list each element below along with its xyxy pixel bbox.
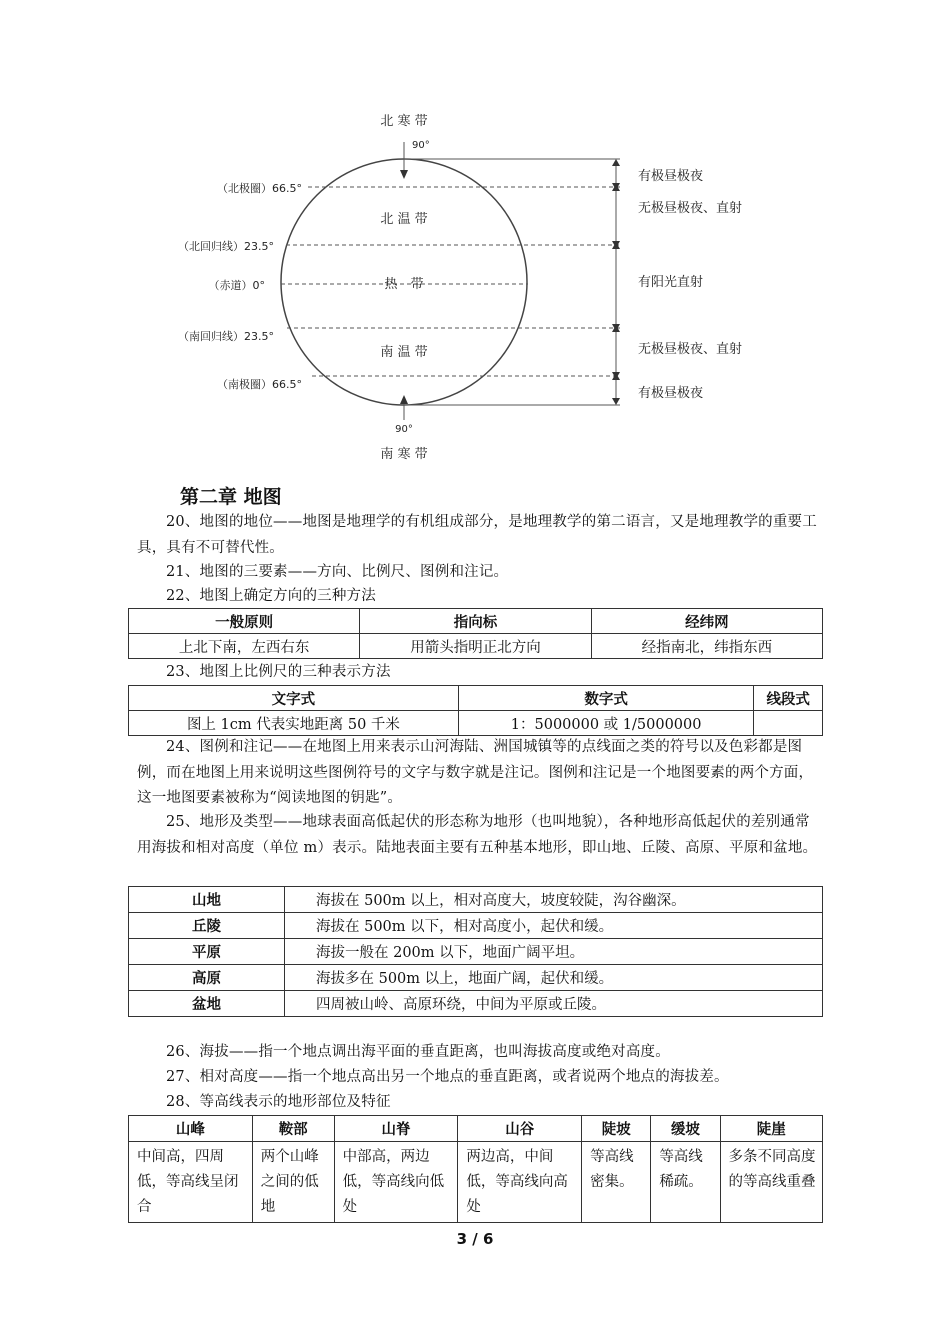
table-row — [129, 711, 823, 736]
table-header-row — [129, 609, 823, 634]
table-row — [129, 887, 823, 913]
landform-desc: 海拔在 500m 以下，相对高度小，起伏和缓。 — [285, 913, 823, 939]
south-frigid-label: 南 寒 带 — [380, 447, 428, 462]
table-cell: 中部高，两边低，等高线向低处 — [334, 1142, 458, 1223]
table-cell: 两个山峰之间的低地 — [252, 1142, 334, 1223]
landform-name: 平原 — [129, 939, 285, 965]
table-cell: 等高线稀疏。 — [651, 1142, 720, 1223]
table-cell: 1：5000000 或 1/5000000 — [458, 711, 754, 736]
table-header-cell: 缓坡 — [651, 1116, 720, 1142]
table-header-cell: 山谷 — [458, 1116, 582, 1142]
right-label-5: 有极昼极夜 — [638, 386, 704, 401]
paragraph-21: 21、地图的三要素——方向、比例尺、图例和注记。 — [166, 564, 509, 580]
page-number: 3 / 6 — [456, 1230, 494, 1248]
paragraph-23: 23、地图上比例尺的三种表示方法 — [166, 664, 391, 680]
table-cell: 中间高，四周低，等高线呈闭合 — [129, 1142, 253, 1223]
landform-desc: 海拔在 500m 以上，相对高度大，坡度较陡，沟谷幽深。 — [285, 887, 823, 913]
table-header-row — [129, 686, 823, 711]
table-row — [129, 1142, 823, 1223]
table-header-cell: 鞍部 — [252, 1116, 334, 1142]
table-cell: 经指南北，纬指东西 — [591, 634, 822, 659]
table-cell: 两边高，中间低，等高线向高处 — [458, 1142, 582, 1223]
torrid-zone-label: 热 带 — [384, 277, 424, 292]
north-frigid-label: 北 寒 带 — [380, 114, 428, 129]
paragraph-20: 20、地图的地位——地图是地理学的有机组成部分，是地理教学的第二语言，又是地理教学的重要工具，具有不可替代性。 — [137, 514, 817, 556]
landform-name: 丘陵 — [129, 913, 285, 939]
table-cell: 多条不同高度的等高线重叠 — [720, 1142, 822, 1223]
south-arrowhead — [400, 395, 408, 404]
tropic-capricorn-label: （南回归线）23.5° — [178, 330, 274, 343]
table-header-cell: 指向标 — [360, 609, 591, 634]
paragraph-25: 25、地形及类型——地球表面高低起伏的形态称为地形（也叫地貌），各种地形高低起伏的差别通常用海拔和相对高度（单位 m）表示。陆地表面主要有五种基本地形，即山地、丘陵、高原、平原和盆地。 — [137, 814, 818, 856]
equator-label: （赤道）0° — [208, 279, 265, 292]
right-label-4: 无极昼极夜、直射 — [638, 342, 743, 357]
table-header-cell: 陡崖 — [720, 1116, 822, 1142]
north-degree-label: 90° — [412, 140, 430, 151]
right-label-1: 有极昼极夜 — [638, 169, 704, 184]
table-row — [129, 634, 823, 659]
right-label-2: 无极昼极夜、直射 — [638, 201, 743, 216]
landform-name: 山地 — [129, 887, 285, 913]
antarctic-circle-label: （南极圈）66.5° — [217, 378, 302, 391]
chapter-title: 第二章 地图 — [180, 486, 282, 508]
direction-table — [128, 608, 823, 659]
contour-table — [128, 1115, 823, 1223]
table-row — [129, 913, 823, 939]
table-row — [129, 965, 823, 991]
paragraph-26: 26、海拔——指一个地点调出海平面的垂直距离，也叫海拔高度或绝对高度。 — [166, 1044, 670, 1060]
table-header-cell: 陡坡 — [582, 1116, 651, 1142]
climate-zones-diagram — [150, 100, 800, 470]
table-header-cell: 山脊 — [334, 1116, 458, 1142]
south-degree-label: 90° — [395, 424, 413, 435]
table-header-row — [129, 1116, 823, 1142]
table-header-cell: 一般原则 — [129, 609, 360, 634]
table-cell: 上北下南，左西右东 — [129, 634, 360, 659]
north-arrowhead — [400, 170, 408, 179]
landform-name: 盆地 — [129, 991, 285, 1017]
table-header-cell: 山峰 — [129, 1116, 253, 1142]
table-header-cell: 文字式 — [129, 686, 459, 711]
paragraph-28: 28、等高线表示的地形部位及特征 — [166, 1094, 391, 1110]
landform-table — [128, 886, 823, 1017]
table-header-cell: 线段式 — [754, 686, 823, 711]
paragraph-24: 24、图例和注记——在地图上用来表示山河海陆、洲国城镇等的点线面之类的符号以及色彩都是图例，而在地图上用来说明这些图例符号的文字与数字就是注记。图例和注记是一个地图要素的两个方面，这一地图要素被称为“阅读地图的钥匙”。 — [137, 739, 814, 806]
south-temperate-label: 南 温 带 — [380, 345, 428, 360]
table-header-cell: 经纬网 — [591, 609, 822, 634]
landform-name: 高原 — [129, 965, 285, 991]
table-cell: 图上 1cm 代表实地距离 50 千米 — [129, 711, 459, 736]
landform-desc: 海拔多在 500m 以上，地面广阔，起伏和缓。 — [285, 965, 823, 991]
arctic-circle-label: （北极圈）66.5° — [217, 182, 302, 195]
table-header-cell: 数字式 — [458, 686, 754, 711]
right-label-3: 有阳光直射 — [638, 275, 704, 290]
paragraph-27: 27、相对高度——指一个地点高出另一个地点的垂直距离，或者说两个地点的海拔差。 — [166, 1069, 729, 1085]
table-cell: 用箭头指明正北方向 — [360, 634, 591, 659]
table-cell — [754, 711, 823, 736]
paragraph-22: 22、地图上确定方向的三种方法 — [166, 588, 376, 604]
table-cell: 等高线密集。 — [582, 1142, 651, 1223]
table-row — [129, 991, 823, 1017]
tropic-cancer-label: （北回归线）23.5° — [178, 240, 274, 253]
scale-table — [128, 685, 823, 736]
table-row — [129, 939, 823, 965]
climate-zones-figure — [150, 100, 800, 470]
landform-desc: 海拔一般在 200m 以下，地面广阔平坦。 — [285, 939, 823, 965]
north-temperate-label: 北 温 带 — [380, 212, 428, 227]
landform-desc: 四周被山岭、高原环绕，中间为平原或丘陵。 — [285, 991, 823, 1017]
